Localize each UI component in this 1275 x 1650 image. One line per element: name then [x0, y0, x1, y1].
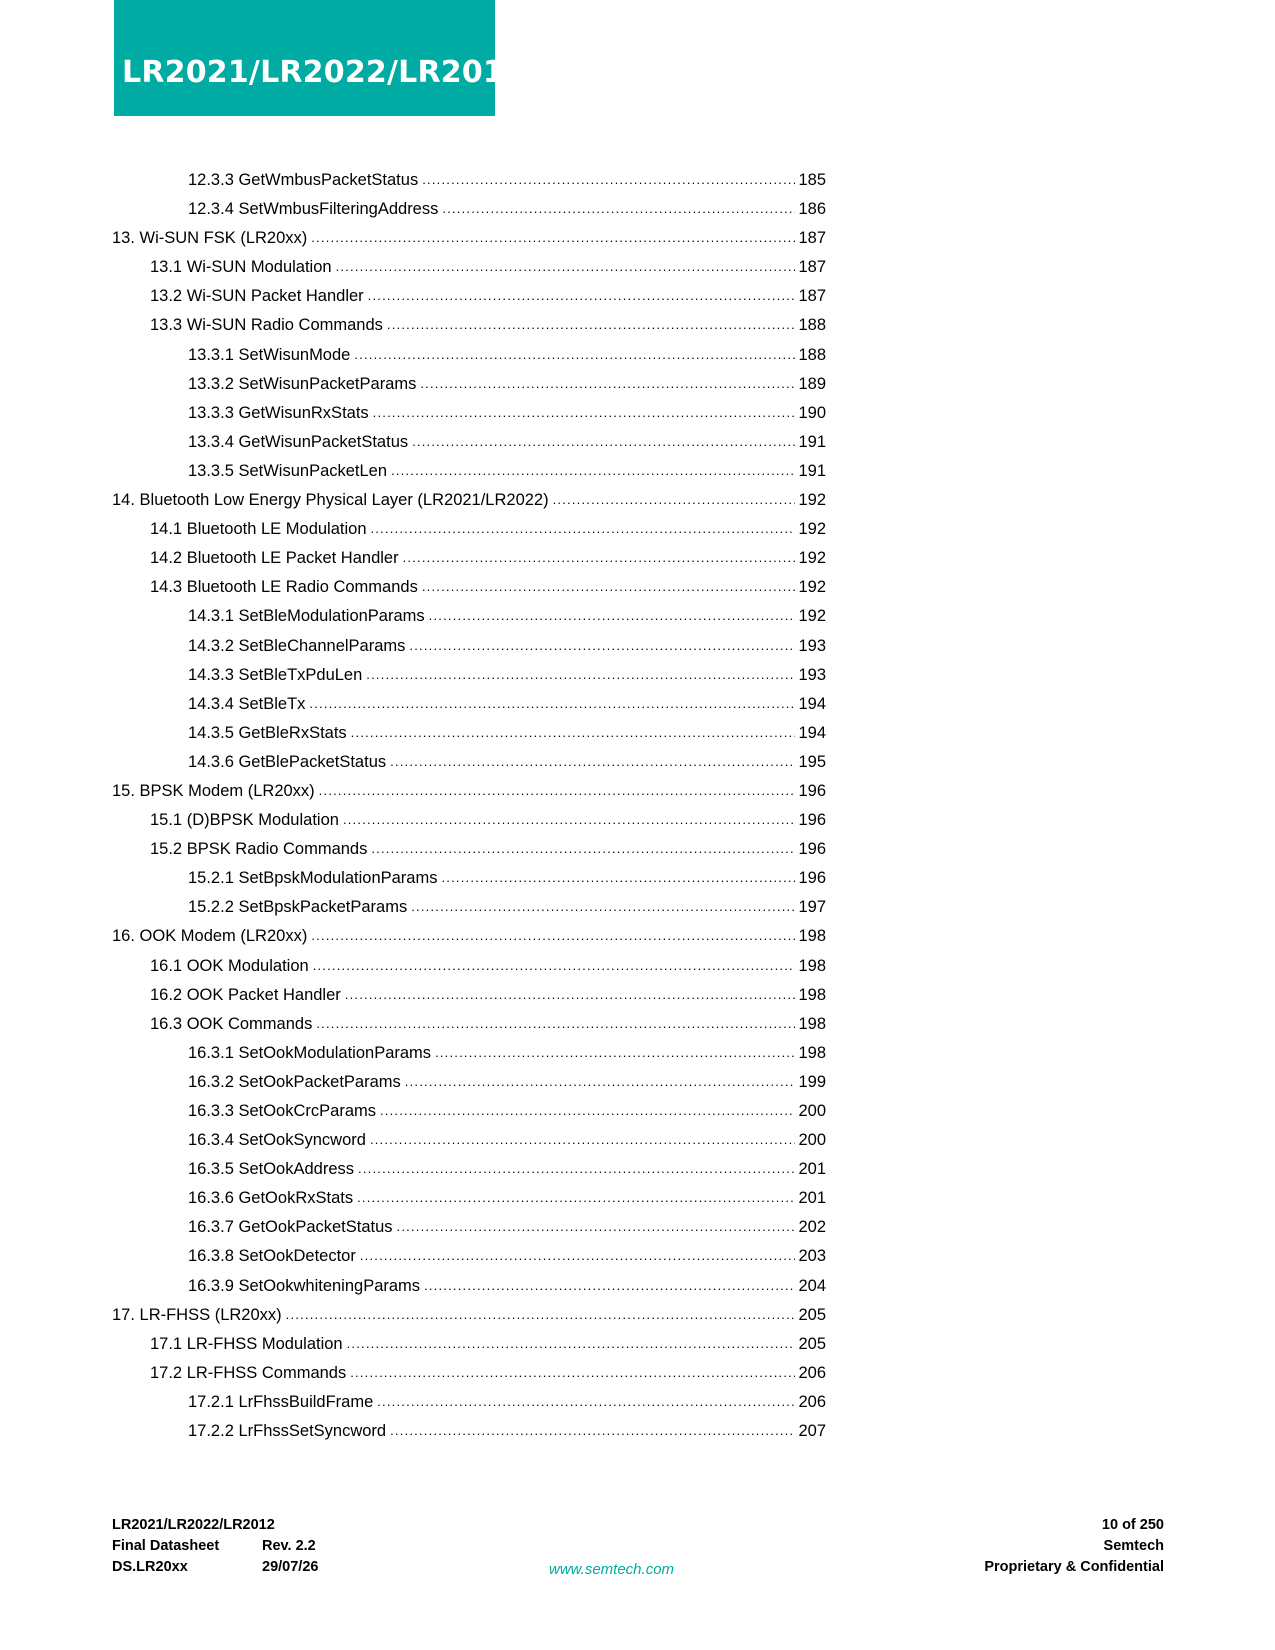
- toc-entry[interactable]: [112, 1301, 826, 1330]
- toc-entry[interactable]: [112, 1213, 826, 1242]
- toc-dot-leader: [358, 1154, 795, 1183]
- toc-entry-page-number: 205: [798, 1305, 826, 1324]
- toc-entry-page-number: 195: [798, 752, 826, 771]
- toc-entry[interactable]: [112, 399, 826, 428]
- footer-page-info: [984, 1515, 1164, 1578]
- toc-entry[interactable]: [112, 1010, 826, 1039]
- toc-entry-page-number: 191: [798, 432, 826, 451]
- toc-dot-leader: [553, 485, 796, 514]
- toc-entry-page-number: 200: [798, 1102, 826, 1120]
- toc-entry-page-number: 201: [798, 1189, 826, 1208]
- toc-entry[interactable]: [112, 224, 826, 253]
- footer-doc-id: DS.LR20xx: [112, 1559, 188, 1575]
- toc-entry[interactable]: [112, 1388, 826, 1417]
- toc-entry-page-number: 185: [798, 171, 826, 189]
- document-title: LR2021/LR2022/LR2012: [122, 55, 526, 90]
- footer-confidentiality: Proprietary & Confidential: [984, 1559, 1164, 1575]
- footer-revision: Rev. 2.2: [262, 1538, 316, 1554]
- toc-entry[interactable]: [112, 428, 826, 457]
- toc-dot-leader: [412, 427, 795, 456]
- toc-entry[interactable]: [112, 632, 826, 661]
- toc-entry[interactable]: [112, 690, 826, 719]
- toc-entry-title: 17. LR-FHSS (LR20xx): [112, 1305, 282, 1324]
- toc-entry-title: 17.2.1 LrFhssBuildFrame: [188, 1392, 374, 1411]
- toc-entry-page-number: 196: [798, 781, 826, 800]
- toc-dot-leader: [390, 1416, 795, 1445]
- toc-entry-title: 15. BPSK Modem (LR20xx): [112, 781, 315, 800]
- toc-entry-title: 17.1 LR-FHSS Modulation: [150, 1334, 343, 1353]
- toc-dot-leader: [397, 1212, 796, 1241]
- toc-entry-page-number: 187: [798, 258, 826, 277]
- toc-entry-title: 15.1 (D)BPSK Modulation: [150, 811, 339, 830]
- toc-entry-page-number: 192: [798, 549, 826, 568]
- toc-entry-page-number: 196: [798, 811, 826, 830]
- toc-entry[interactable]: [112, 981, 826, 1010]
- toc-entry-title: 16.3.8 SetOokDetector: [188, 1247, 356, 1266]
- toc-entry-page-number: 192: [798, 578, 826, 597]
- toc-entry[interactable]: [112, 1068, 826, 1097]
- footer-company: Semtech: [1103, 1538, 1164, 1554]
- toc-entry-title: 15.2 BPSK Radio Commands: [150, 840, 368, 859]
- toc-entry[interactable]: [112, 457, 826, 486]
- toc-dot-leader: [442, 194, 795, 223]
- footer-doc-type: Final Datasheet: [112, 1538, 220, 1554]
- toc-dot-leader: [409, 631, 795, 660]
- toc-entry-page-number: 193: [798, 665, 826, 684]
- toc-entry-title: 14.3.3 SetBleTxPduLen: [188, 665, 363, 684]
- toc-entry[interactable]: [112, 719, 826, 748]
- toc-entry-title: 16.3.6 GetOokRxStats: [188, 1189, 354, 1208]
- toc-entry-title: 16.3.3 SetOokCrcParams: [188, 1102, 376, 1120]
- toc-dot-leader: [370, 1125, 796, 1154]
- toc-entry-title: 15.2.1 SetBpskModulationParams: [188, 869, 438, 888]
- toc-entry[interactable]: [112, 166, 826, 195]
- toc-dot-leader: [316, 1009, 795, 1038]
- table-of-contents: [112, 166, 826, 1446]
- toc-entry-title: 12.3.4 SetWmbusFilteringAddress: [188, 200, 439, 219]
- toc-entry-page-number: 192: [798, 607, 826, 626]
- toc-entry-title: 16.3 OOK Commands: [150, 1014, 313, 1033]
- toc-entry-title: 14.3.1 SetBleModulationParams: [188, 607, 425, 626]
- toc-entry-title: 16.3.1 SetOokModulationParams: [188, 1043, 432, 1062]
- toc-dot-leader: [435, 1038, 795, 1067]
- toc-entry-title: 17.2.2 LrFhssSetSyncword: [188, 1422, 387, 1441]
- toc-entry-title: 14.3.6 GetBlePacketStatus: [188, 752, 387, 771]
- toc-dot-leader: [390, 747, 795, 776]
- page-footer: [0, 1515, 1275, 1595]
- toc-dot-leader: [354, 340, 795, 369]
- toc-dot-leader: [391, 456, 795, 485]
- toc-entry[interactable]: [112, 952, 826, 981]
- toc-entry[interactable]: [112, 1039, 826, 1068]
- toc-dot-leader: [422, 572, 796, 601]
- toc-dot-leader: [366, 660, 795, 689]
- toc-dot-leader: [343, 805, 796, 834]
- toc-entry-title: 14.2 Bluetooth LE Packet Handler: [150, 549, 399, 568]
- toc-entry[interactable]: [112, 893, 826, 922]
- toc-entry-title: 13.3.2 SetWisunPacketParams: [188, 374, 417, 393]
- toc-entry[interactable]: [112, 341, 826, 370]
- footer-page-number: 10 of 250: [1101, 1517, 1164, 1533]
- toc-entry[interactable]: [112, 370, 826, 399]
- toc-entry-page-number: 188: [798, 345, 826, 364]
- toc-dot-leader: [377, 1387, 795, 1416]
- toc-entry-page-number: 207: [798, 1422, 826, 1441]
- toc-entry-page-number: 203: [798, 1247, 826, 1266]
- toc-entry-page-number: 202: [798, 1218, 826, 1237]
- toc-entry-page-number: 206: [798, 1392, 826, 1411]
- toc-dot-leader: [311, 921, 795, 950]
- toc-entry-title: 16.2 OOK Packet Handler: [150, 985, 341, 1004]
- toc-entry-page-number: 192: [798, 491, 826, 510]
- toc-entry-title: 16.3.5 SetOokAddress: [188, 1160, 355, 1179]
- toc-dot-leader: [380, 1096, 795, 1125]
- toc-dot-leader: [286, 1300, 796, 1329]
- toc-entry-page-number: 187: [798, 287, 826, 306]
- toc-dot-leader: [357, 1183, 795, 1212]
- toc-entry-page-number: 205: [798, 1334, 826, 1353]
- toc-entry-page-number: 196: [798, 840, 826, 859]
- toc-entry[interactable]: [112, 253, 826, 282]
- toc-entry-title: 16.3.4 SetOokSyncword: [188, 1131, 366, 1150]
- toc-entry-title: 13.3.1 SetWisunMode: [188, 345, 351, 364]
- toc-entry-page-number: 186: [798, 200, 826, 219]
- toc-entry[interactable]: [112, 1097, 826, 1126]
- toc-entry-title: 16.1 OOK Modulation: [150, 956, 309, 975]
- toc-entry[interactable]: [112, 1184, 826, 1213]
- toc-entry[interactable]: [112, 1126, 826, 1155]
- toc-entry-title: 14. Bluetooth Low Energy Physical Layer (LR2021/LR2022): [112, 491, 549, 510]
- toc-dot-leader: [350, 1358, 795, 1387]
- toc-entry-title: 14.3.2 SetBleChannelParams: [188, 636, 406, 655]
- toc-entry-page-number: 198: [798, 927, 826, 946]
- toc-entry-page-number: 197: [798, 898, 826, 917]
- toc-entry[interactable]: [112, 544, 826, 573]
- toc-dot-leader: [371, 514, 796, 543]
- toc-entry-page-number: 191: [798, 461, 826, 480]
- toc-entry-title: 14.3 Bluetooth LE Radio Commands: [150, 578, 418, 597]
- toc-entry[interactable]: [112, 195, 826, 224]
- toc-entry-title: 13.2 Wi-SUN Packet Handler: [150, 287, 364, 306]
- toc-dot-leader: [429, 601, 796, 630]
- toc-dot-leader: [347, 1329, 796, 1358]
- toc-entry-page-number: 187: [798, 229, 826, 248]
- toc-entry-title: 16.3.2 SetOokPacketParams: [188, 1072, 401, 1091]
- toc-dot-leader: [313, 951, 796, 980]
- toc-entry[interactable]: [112, 515, 826, 544]
- toc-dot-leader: [309, 689, 795, 718]
- toc-entry-title: 16.3.7 GetOokPacketStatus: [188, 1218, 393, 1237]
- toc-entry-page-number: 188: [798, 316, 826, 335]
- toc-entry[interactable]: [112, 777, 826, 806]
- toc-entry-title: 13.3.5 SetWisunPacketLen: [188, 461, 388, 480]
- header-banner: [114, 0, 526, 116]
- toc-entry[interactable]: [112, 922, 826, 951]
- toc-entry[interactable]: [112, 1242, 826, 1271]
- toc-dot-leader: [360, 1241, 796, 1270]
- toc-entry-title: 17.2 LR-FHSS Commands: [150, 1363, 347, 1382]
- toc-entry-page-number: 206: [798, 1363, 826, 1382]
- toc-dot-leader: [411, 892, 795, 921]
- toc-entry-title: 15.2.2 SetBpskPacketParams: [188, 898, 408, 917]
- toc-entry-page-number: 198: [798, 1014, 826, 1033]
- toc-dot-leader: [319, 776, 796, 805]
- toc-entry-page-number: 204: [798, 1276, 826, 1295]
- toc-entry-title: 14.3.4 SetBleTx: [188, 694, 306, 713]
- toc-entry-page-number: 194: [798, 694, 826, 713]
- toc-entry-page-number: 196: [798, 869, 826, 888]
- toc-entry[interactable]: [112, 1330, 826, 1359]
- toc-dot-leader: [403, 543, 796, 572]
- toc-entry[interactable]: [112, 573, 826, 602]
- toc-entry-page-number: 193: [798, 636, 826, 655]
- toc-dot-leader: [441, 863, 795, 892]
- toc-dot-leader: [373, 398, 796, 427]
- footer-product: LR2021/LR2022/LR2012: [112, 1517, 275, 1533]
- toc-entry-page-number: 200: [798, 1131, 826, 1150]
- toc-dot-leader: [371, 834, 795, 863]
- toc-entry-page-number: 190: [798, 403, 826, 422]
- toc-dot-leader: [336, 252, 796, 281]
- toc-entry-title: 14.1 Bluetooth LE Modulation: [150, 520, 367, 539]
- toc-entry-title: 13.3.3 GetWisunRxStats: [188, 403, 369, 422]
- toc-entry-page-number: 189: [798, 374, 826, 393]
- footer-date: 29/07/26: [262, 1559, 319, 1575]
- toc-entry-page-number: 198: [798, 956, 826, 975]
- toc-entry-title: 13.3.4 GetWisunPacketStatus: [188, 432, 409, 451]
- toc-entry-title: 13.3 Wi-SUN Radio Commands: [150, 316, 383, 335]
- toc-entry-page-number: 198: [798, 985, 826, 1004]
- toc-entry-title: 12.3.3 GetWmbusPacketStatus: [188, 171, 419, 189]
- toc-entry[interactable]: [112, 1417, 826, 1446]
- toc-entry[interactable]: [112, 602, 826, 631]
- toc-dot-leader: [424, 1271, 795, 1300]
- toc-entry[interactable]: [112, 282, 826, 311]
- toc-entry-title: 16.3.9 SetOokwhiteningParams: [188, 1276, 421, 1295]
- toc-dot-leader: [405, 1067, 796, 1096]
- toc-entry-page-number: 201: [798, 1160, 826, 1179]
- toc-dot-leader: [368, 281, 796, 310]
- toc-entry[interactable]: [112, 1359, 826, 1388]
- toc-entry[interactable]: [112, 835, 826, 864]
- toc-entry-page-number: 192: [798, 520, 826, 539]
- toc-entry[interactable]: [112, 311, 826, 340]
- toc-entry[interactable]: [112, 1155, 826, 1184]
- toc-entry[interactable]: [112, 748, 826, 777]
- toc-entry-title: 16. OOK Modem (LR20xx): [112, 927, 308, 946]
- footer-website-link[interactable]: www.semtech.com: [549, 1561, 675, 1578]
- toc-entry[interactable]: [112, 864, 826, 893]
- toc-entry-title: 14.3.5 GetBleRxStats: [188, 723, 347, 742]
- toc-dot-leader: [351, 718, 796, 747]
- toc-entry-page-number: 194: [798, 723, 826, 742]
- toc-entry[interactable]: [112, 486, 826, 515]
- toc-entry[interactable]: [112, 806, 826, 835]
- toc-dot-leader: [420, 369, 795, 398]
- toc-dot-leader: [422, 165, 795, 194]
- toc-entry-title: 13. Wi-SUN FSK (LR20xx): [112, 229, 308, 248]
- toc-dot-leader: [387, 310, 796, 339]
- toc-dot-leader: [311, 223, 795, 252]
- footer-document-info: [112, 1515, 382, 1578]
- toc-entry-page-number: 198: [798, 1043, 826, 1062]
- toc-entry[interactable]: [112, 661, 826, 690]
- toc-entry-title: 13.1 Wi-SUN Modulation: [150, 258, 332, 277]
- toc-entry[interactable]: [112, 1272, 826, 1301]
- toc-dot-leader: [345, 980, 796, 1009]
- toc-entry-page-number: 199: [798, 1072, 826, 1091]
